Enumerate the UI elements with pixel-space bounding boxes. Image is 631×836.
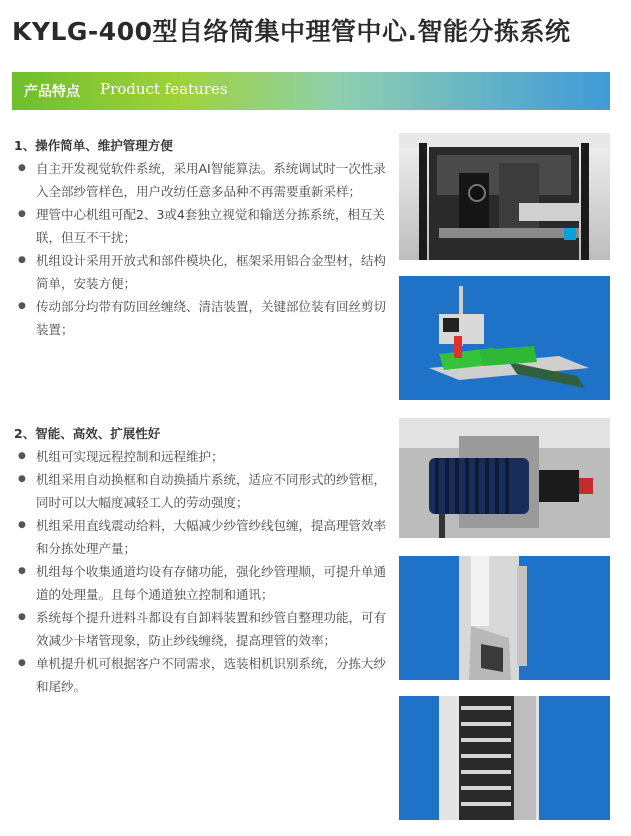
section-heading: 2、智能、高效、扩展性好: [14, 426, 161, 441]
sorting-conveyor-photo: [399, 276, 610, 400]
bullet-item: ● 自主开发视觉软件系统，采用AI智能算法。系统调试时一次性录入全部纱管样色，用户改纺任意多品种不再需要重新采样；: [14, 157, 389, 203]
bullet-item: ● 机组可实现远程控制和远程维护；: [14, 445, 389, 468]
bullet-item: ● 机组采用自动换框和自动换插片系统，适应不同形式的纱管框，同时可以大幅度减轻工人的劳动强度；: [14, 468, 389, 514]
bullet-list: [14, 445, 389, 698]
motor-assembly-photo: [399, 418, 610, 538]
bullet-list: [14, 157, 389, 341]
page-title: KYLG-400型自络筒集中理管中心.智能分拣系统: [12, 17, 571, 46]
bullet-item: ● 机组采用直线震动给料，大幅减少纱管纱线包缠，提高理管效率和分拣处理产量；: [14, 514, 389, 560]
bullet-item: ● 理管中心机组可配2、3或4套独立视觉和输送分拣系统，相互关联，但互不干扰；: [14, 203, 389, 249]
bullet-item: ● 机组每个收集通道均设有存储功能，强化纱管理顺，可提升单通道的处理量。且每个通道独立控制和通讯；: [14, 560, 389, 606]
feature-section-2: [14, 422, 389, 698]
elevator-belt-photo: [399, 696, 610, 820]
feature-banner: [12, 72, 610, 110]
bullet-item: ● 传动部分均带有防回丝缠绕、清洁装置，关键部位装有回丝剪切装置；: [14, 295, 389, 341]
banner-title-cn: 产品特点: [24, 84, 80, 100]
banner-title-en: Product features: [100, 80, 228, 98]
bullet-item: ● 单机提升机可根据客户不同需求，选装相机识别系统，分拣大纱和尾纱。: [14, 652, 389, 698]
bullet-item: ● 系统每个提升进料斗都设有自卸料装置和纱管自整理功能，可有效减少卡堵管现象，防止纱线缠绕，提高理管的效率；: [14, 606, 389, 652]
machine-frame-photo: [399, 133, 610, 260]
lifting-channel-photo: [399, 556, 610, 680]
bullet-item: ● 机组设计采用开放式和部件模块化，框架采用铝合金型材，结构简单，安装方便；: [14, 249, 389, 295]
section-heading: 1、操作简单、维护管理方便: [14, 138, 173, 153]
feature-section-1: [14, 134, 389, 341]
